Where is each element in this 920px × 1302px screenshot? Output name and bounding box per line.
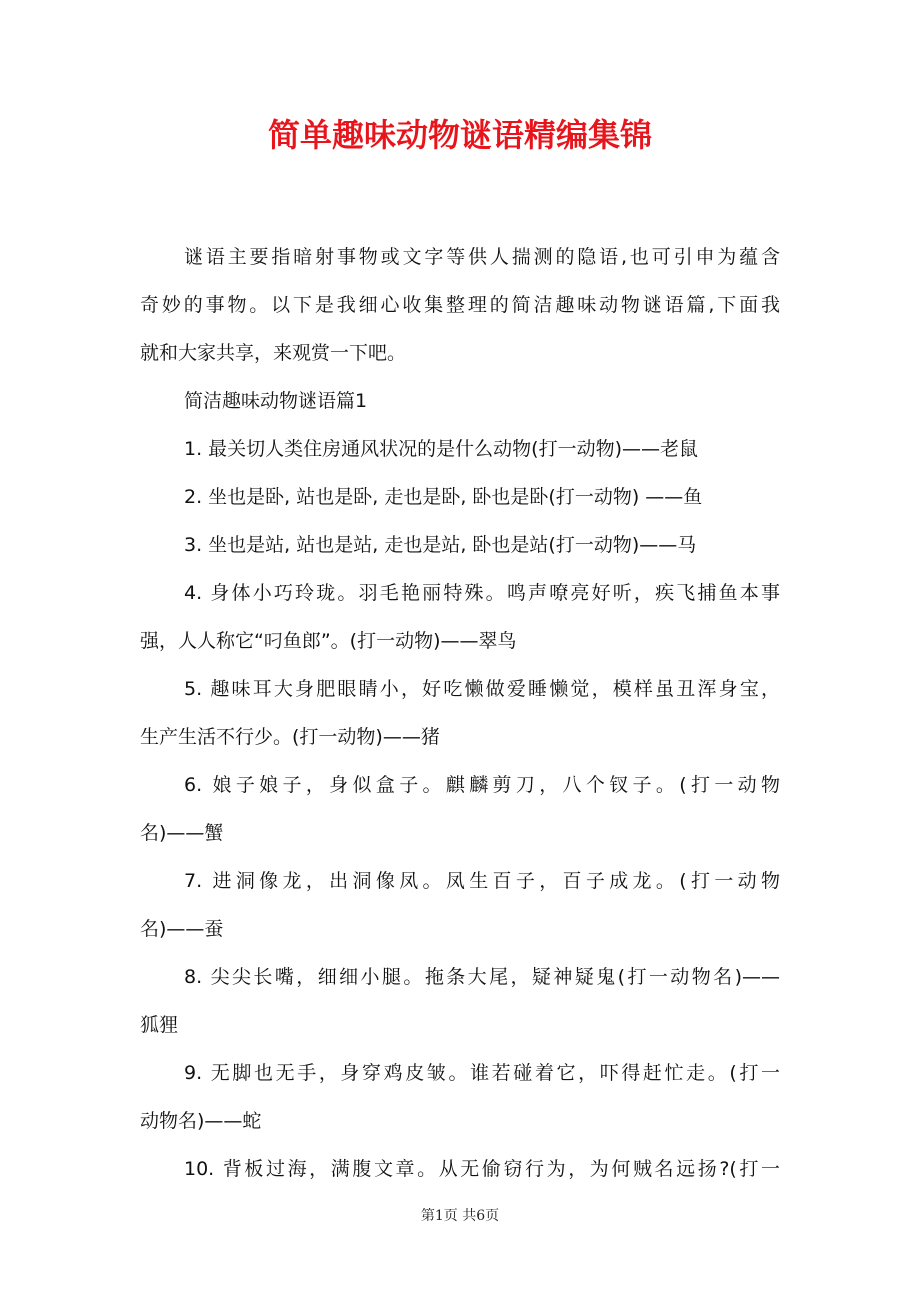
text-line: 名)——蚕	[140, 918, 224, 940]
text-line: 生产生活不行少。(打一动物)——猪	[140, 726, 440, 748]
text-line: 4. 身体小巧玲珑。羽毛艳丽特殊。鸣声嘹亮好听，疾飞捕鱼本事	[184, 582, 780, 604]
text-line: 动物名)——蛇	[140, 1110, 262, 1132]
text-line: 8. 尖尖长嘴，细细小腿。拖条大尾，疑神疑鬼(打一动物名)——	[184, 966, 780, 988]
text-line: 9. 无脚也无手，身穿鸡皮皱。谁若碰着它，吓得赶忙走。(打一	[184, 1062, 780, 1084]
text-line: 就和大家共享，来观赏一下吧。	[140, 342, 407, 364]
text-line: 谜语主要指暗射事物或文字等供人揣测的隐语,也可引申为蕴含	[184, 246, 780, 268]
text-line: 3. 坐也是站, 站也是站, 走也是站, 卧也是站(打一动物)——马	[184, 534, 697, 556]
page-footer: 第1页 共6页	[420, 1208, 500, 1224]
text-line: 名)——蟹	[140, 822, 224, 844]
text-line: 6. 娘子娘子，身似盒子。麒麟剪刀，八个钗子。(打一动物	[184, 774, 780, 796]
text-line: 1. 最关切人类住房通风状况的是什么动物(打一动物)——老鼠	[184, 438, 698, 460]
document-body	[140, 233, 780, 1193]
text-line: 5. 趣味耳大身肥眼睛小，好吃懒做爱睡懒觉，模样虽丑浑身宝，	[184, 678, 780, 700]
document-title: 简单趣味动物谜语精编集锦	[267, 116, 652, 154]
text-line: 强，人人称它“叼鱼郎”。(打一动物)——翠鸟	[140, 630, 517, 652]
text-line: 简洁趣味动物谜语篇1	[184, 390, 368, 412]
text-line: 2. 坐也是卧, 站也是卧, 走也是卧, 卧也是卧(打一动物) ——鱼	[184, 486, 703, 508]
text-line: 狐狸	[140, 1014, 179, 1036]
text-line: 10. 背板过海，满腹文章。从无偷窃行为，为何贼名远扬?(打一	[184, 1158, 780, 1180]
text-line: 7. 进洞像龙，出洞像凤。凤生百子，百子成龙。(打一动物	[184, 870, 780, 892]
text-line: 奇妙的事物。以下是我细心收集整理的简洁趣味动物谜语篇,下面我	[140, 294, 780, 316]
